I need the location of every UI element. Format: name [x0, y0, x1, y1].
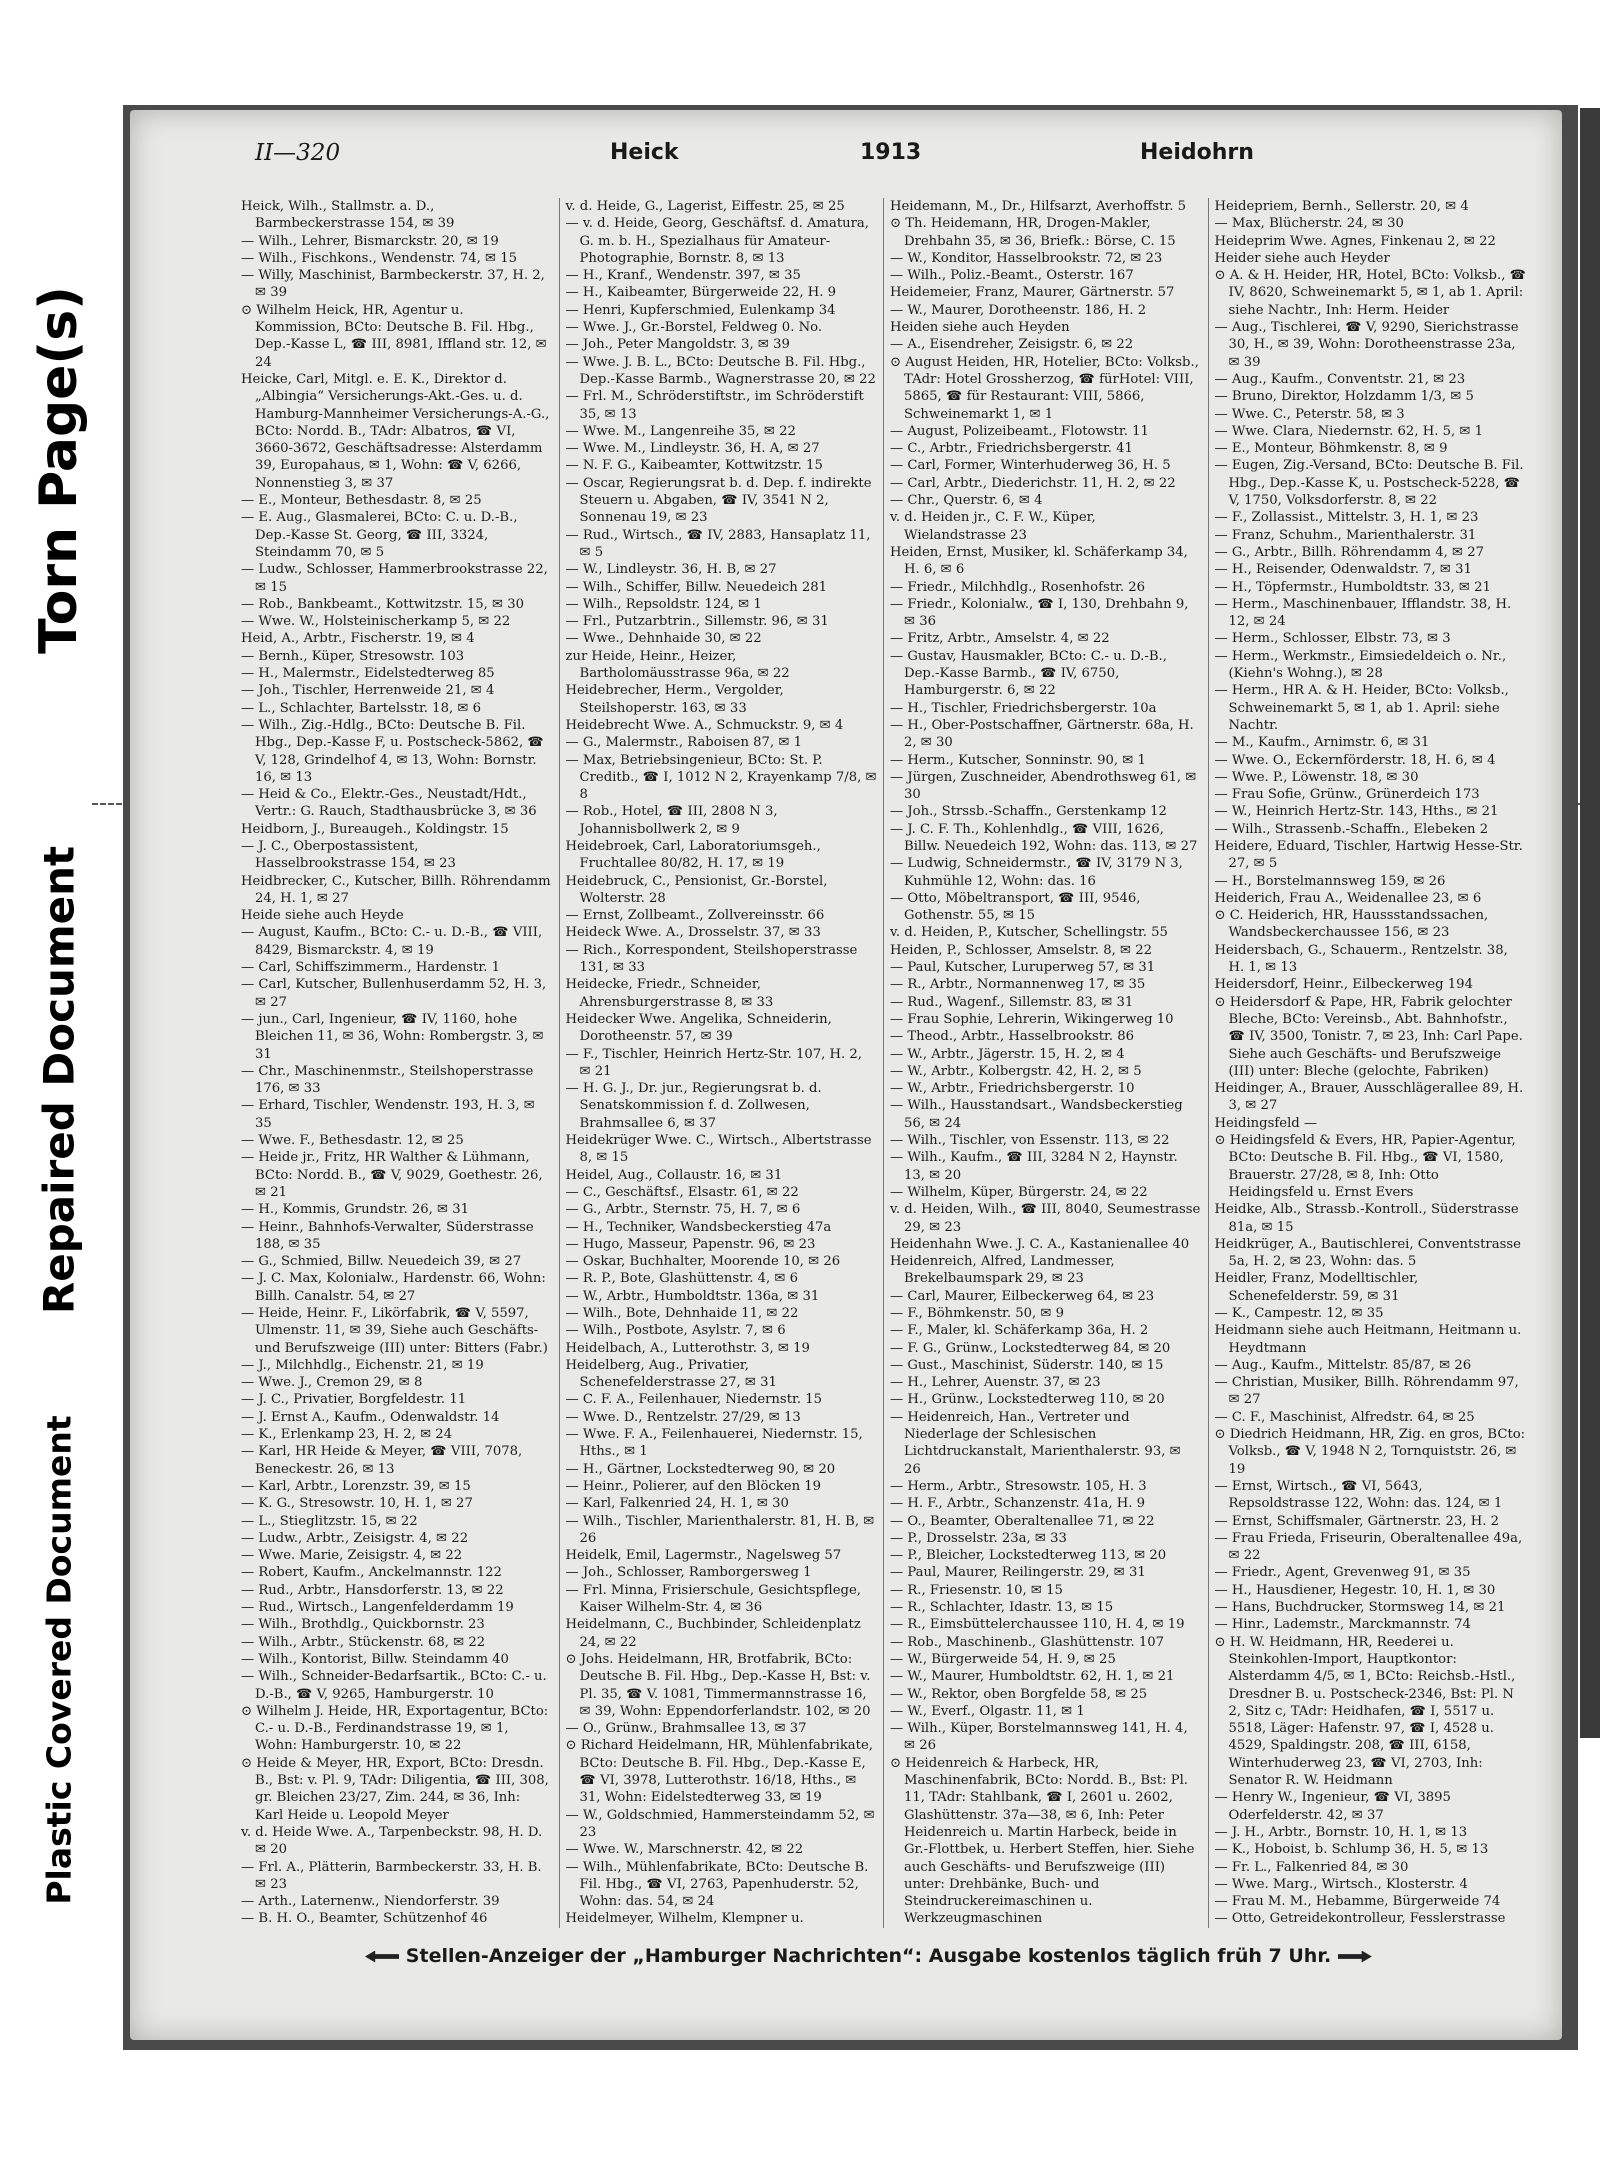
- directory-entry: v. d. Heiden, P., Kutscher, Schellingstr. 55: [890, 925, 1168, 941]
- directory-entry: — Bruno, Direktor, Holzdamm 1/3, ✉ 5: [1214, 389, 1474, 405]
- directory-entry: — H., Hausdiener, Hegestr. 10, H. 1, ✉ 30: [1214, 1582, 1496, 1598]
- directory-entry: — W., Rektor, oben Borgfelde 58, ✉ 25: [890, 1686, 1148, 1702]
- directory-entry: — Aug., Tischlerei, ☎ V, 9290, Sierichstrasse 30, H., ✉ 39, Wohn: Dorotheenstrasse 23a, ✉ 39: [1214, 320, 1519, 370]
- directory-entry: Heideck Wwe. A., Drosselstr. 37, ✉ 33: [565, 925, 821, 941]
- directory-entry: Heidebrecht Wwe. A., Schmuckstr. 9, ✉ 4: [565, 717, 844, 733]
- directory-entry: — Carl, Kutscher, Bullenhuserdamm 52, H. 3, ✉ 27: [241, 977, 547, 1010]
- directory-entry: Heidecker Wwe. Angelika, Schneiderin, Dorotheenstr. 57, ✉ 39: [565, 1011, 832, 1045]
- directory-entry: — R., Eimsbüttelerchaussee 110, H. 4, ✉ 19: [890, 1617, 1185, 1633]
- directory-entry: — H. G. J., Dr. jur., Regierungsrat b. d. Senatskommission f. d. Zollwesen, Brahmsallee 6, ✉ 37: [565, 1081, 822, 1131]
- directory-entry: — Max, Betriebsingenieur, BCto: St. P. Creditb., ☎ I, 1012 N 2, Krayenkamp 7/8, ✉ 8: [565, 752, 877, 803]
- directory-entry: — Ernst, Wirtsch., ☎ VI, 5643, Repsoldstrasse 122, Wohn: das. 124, ✉ 1: [1214, 1478, 1503, 1512]
- directory-entry: Heidke, Alb., Strassb.-Kontroll., Süderstrasse 81a, ✉ 15: [1214, 1202, 1519, 1235]
- directory-entry: — Rud., Wagenf., Sillemstr. 83, ✉ 31: [890, 994, 1134, 1010]
- directory-entry: — Herm., Arbtr., Stresowstr. 105, H. 3: [890, 1478, 1147, 1494]
- directory-entry: — Wwe. D., Rentzelstr. 27/29, ✉ 13: [565, 1409, 801, 1425]
- directory-entry: Heidersdorf, Heinr., Eilbeckerweg 194: [1214, 977, 1473, 993]
- directory-entry: — Wilh., Hausstandsart., Wandsbeckerstieg 56, ✉ 24: [890, 1098, 1183, 1131]
- directory-entry: Heide siehe auch Heyde: [241, 908, 404, 924]
- directory-entry: — Rob., Bankbeamt., Kottwitzstr. 15, ✉ 30: [241, 596, 525, 612]
- header-year: 1913: [860, 140, 922, 165]
- directory-entry: — H., Töpfermstr., Humboldtstr. 33, ✉ 21: [1214, 579, 1491, 595]
- directory-entry: — O., Beamter, Oberaltenallee 71, ✉ 22: [890, 1513, 1155, 1529]
- directory-entry: — Wilh., Schiffer, Billw. Neuedeich 281: [565, 579, 828, 595]
- directory-entry: ⊙ Heide & Meyer, HR, Export, BCto: Dresdn. B., Bst: v. Pl. 9, TAdr: Diligentia, ☎ III, 308, gr. Bleichen 23/27, Zim. 244, ✉ 36, Inh: Karl Heide u. Leopold Meyer: [241, 1755, 549, 1823]
- directory-entry: — E., Monteur, Böhmkenstr. 8, ✉ 9: [1214, 441, 1448, 457]
- directory-entry: — C. F. A., Feilenhauer, Niedernstr. 15: [565, 1392, 823, 1408]
- directory-entry: — Wwe. Marie, Zeisigstr. 4, ✉ 22: [241, 1548, 463, 1564]
- directory-entry: — Wilh., Küper, Borstelmannsweg 141, H. 4, ✉ 26: [890, 1721, 1188, 1754]
- directory-entry: — Bernh., Küper, Stresowstr. 103: [241, 648, 465, 664]
- directory-entry: Heidelmann, C., Buchbinder, Schleidenplatz 24, ✉ 22: [565, 1617, 861, 1650]
- directory-entry: — Wwe. F. A., Feilenhauerei, Niedernstr. 15, Hths., ✉ 1: [565, 1427, 863, 1460]
- directory-entry: — Otto, Möbeltransport, ☎ III, 9546, Gothenstr. 55, ✉ 15: [890, 890, 1141, 924]
- directory-entry: Heider siehe auch Heyder: [1214, 250, 1390, 266]
- directory-entry: ⊙ C. Heiderich, HR, Haussstandssachen, Wandsbeckerchaussee 156, ✉ 23: [1214, 908, 1489, 941]
- directory-entry: — W., Arbtr., Humboldtstr. 136a, ✉ 31: [565, 1288, 820, 1304]
- directory-entry: — Joh., Tischler, Herrenweide 21, ✉ 4: [241, 683, 495, 699]
- directory-entry: — C. F., Maschinist, Alfredstr. 64, ✉ 25: [1214, 1409, 1475, 1425]
- directory-entry: — Ludw., Arbtr., Zeisigstr. 4, ✉ 22: [241, 1530, 469, 1546]
- directory-entry: ⊙ Heidingsfeld & Evers, HR, Papier-Agentur, BCto: Deutsche B. Fil. Hbg., ☎ VI, 1580, Brauerstr. 27/28, ✉ 8, Inh: Otto Heidingsfeld u. Ernst Evers: [1214, 1133, 1516, 1200]
- directory-entry: — K., Hoboist, b. Schlump 36, H. 5, ✉ 13: [1214, 1842, 1489, 1858]
- directory-entry: — Frl., Putzarbtrin., Sillemstr. 96, ✉ 31: [565, 614, 829, 630]
- directory-entry: — Gust., Maschinist, Süderstr. 140, ✉ 15: [890, 1357, 1164, 1373]
- directory-entry: — Wilh., Strassenb.-Schaffn., Elebeken 2: [1214, 821, 1489, 837]
- directory-entry: — Oskar, Buchhalter, Moorende 10, ✉ 26: [565, 1254, 841, 1270]
- directory-entry: — Friedr., Agent, Grevenweg 91, ✉ 35: [1214, 1565, 1471, 1581]
- directory-entry: — B. H. O., Beamter, Schützenhof 46: [241, 1911, 488, 1927]
- directory-entry: — Herm., Schlosser, Elbstr. 73, ✉ 3: [1214, 631, 1451, 647]
- directory-entry: — Heid & Co., Elektr.-Ges., Neustadt/Hdt., Vertr.: G. Rauch, Stadthausbrücke 3, ✉ 36: [241, 787, 537, 820]
- directory-entry: Heidelmeyer, Wilhelm, Klempner u.: [565, 1911, 804, 1927]
- directory-page: [130, 110, 1562, 2040]
- directory-entry: — Hugo, Masseur, Papenstr. 96, ✉ 23: [565, 1236, 816, 1252]
- directory-entry: — L., Stieglitzstr. 15, ✉ 22: [241, 1513, 418, 1529]
- directory-entry: — K., Erlenkamp 23, H. 2, ✉ 24: [241, 1427, 453, 1443]
- directory-entry: ⊙ Johs. Heidelmann, HR, Brotfabrik, BCto: Deutsche B. Fil. Hbg., Dep.-Kasse H, Bst: v. Pl. 35, ☎ V. 1081, Timmermannstrasse 16, ✉ 39, Wohn: Eppendorferlandstr. 102, ✉ 20: [565, 1651, 871, 1719]
- directory-entry: — August, Polizeibeamt., Flotowstr. 11: [890, 423, 1149, 439]
- directory-entry: — Wwe. Clara, Niedernstr. 62, H. 5, ✉ 1: [1214, 423, 1483, 439]
- directory-entry: — Ernst, Schiffsmaler, Gärtnerstr. 23, H. 2: [1214, 1513, 1499, 1529]
- directory-entry: — H., Lehrer, Auenstr. 37, ✉ 23: [890, 1375, 1101, 1391]
- directory-entry: — Rud., Arbtr., Hansdorferstr. 13, ✉ 22: [241, 1582, 504, 1598]
- directory-entry: — R., Arbtr., Normannenweg 17, ✉ 35: [890, 977, 1146, 993]
- directory-entry: — Wilh., Tischler, Marienthalerstr. 81, H. B, ✉ 26: [565, 1513, 875, 1546]
- directory-entry: v. d. Heiden, Wilh., ☎ III, 8040, Seumestrasse 29, ✉ 23: [890, 1202, 1201, 1235]
- directory-entry: — Karl, Falkenried 24, H. 1, ✉ 30: [565, 1496, 789, 1512]
- directory-entry: Heidkrüger, A., Bautischlerei, Conventstrasse 5a, H. 2, ✉ 23, Wohn: das. 5: [1214, 1236, 1521, 1270]
- directory-entry: — H., Grünw., Lockstedterweg 110, ✉ 20: [890, 1392, 1165, 1408]
- directory-entry: — Rich., Korrespondent, Steilshoperstrasse 131, ✉ 33: [565, 942, 858, 976]
- directory-entry: — C., Arbtr., Friedrichsbergerstr. 41: [890, 441, 1133, 457]
- directory-entry: — Wilh., Mühlenfabrikate, BCto: Deutsche B. Fil. Hbg., ☎ VI, 2763, Papenhuderstr. 52, Wohn: das. 54, ✉ 24: [565, 1859, 869, 1910]
- directory-entry: — R. P., Bote, Glashüttenstr. 4, ✉ 6: [565, 1271, 799, 1287]
- directory-entry: — Herm., HR A. & H. Heider, BCto: Volksb., Schweinemarkt 5, ✉ 1, ab 1. April: siehe Nachtr.: [1214, 683, 1509, 733]
- directory-entry: — Aug., Kaufm., Mittelstr. 85/87, ✉ 26: [1214, 1357, 1472, 1373]
- directory-entry: — H. F., Arbtr., Schanzenstr. 41a, H. 9: [890, 1496, 1146, 1512]
- column-1: [235, 198, 560, 1928]
- scan-bottom-margin: [0, 2050, 1600, 2177]
- directory-entry: Heidecke, Friedr., Schneider, Ahrensburgerstrasse 8, ✉ 33: [565, 977, 774, 1010]
- directory-entry: — Wwe. J., Cremon 29, ✉ 8: [241, 1375, 423, 1391]
- directory-entry: — Wilh., Poliz.-Beamt., Osterstr. 167: [890, 268, 1134, 284]
- directory-entry: Heidere, Eduard, Tischler, Hartwig Hesse-Str. 27, ✉ 5: [1214, 838, 1523, 872]
- directory-entry: — K. G., Stresowstr. 10, H. 1, ✉ 27: [241, 1496, 473, 1512]
- directory-entry: — Frl. A., Plätterin, Barmbeckerstr. 33, H. B. ✉ 23: [241, 1859, 542, 1892]
- directory-entry: — Wwe. C., Peterstr. 58, ✉ 3: [1214, 406, 1405, 422]
- directory-entry: — H., Techniker, Wandsbeckerstieg 47a: [565, 1219, 832, 1235]
- directory-entry: ⊙ Wilhelm Heick, HR, Agentur u. Kommission, BCto: Deutsche B. Fil. Hbg., Dep.-Kasse L, ☎ III, 8981, Iffland str. 12, ✉ 24: [241, 302, 547, 370]
- directory-entry: — W., Arbtr., Kolbergstr. 42, H. 2, ✉ 5: [890, 1063, 1142, 1079]
- directory-entry: Heidepriem, Bernh., Sellerstr. 20, ✉ 4: [1214, 199, 1469, 214]
- directory-entry: — Joh., Peter Mangoldstr. 3, ✉ 39: [565, 337, 790, 353]
- directory-entry: — Wwe. M., Langenreihe 35, ✉ 22: [565, 423, 796, 439]
- page-number: II—320: [255, 140, 341, 166]
- directory-entry: — W., Arbtr., Friedrichsbergerstr. 10: [890, 1081, 1135, 1097]
- directory-entry: — G., Arbtr., Billh. Röhrendamm 4, ✉ 27: [1214, 544, 1485, 560]
- directory-entry: — H., Malermstr., Eidelstedterweg 85: [241, 666, 495, 682]
- directory-entry: Heidebruck, C., Pensionist, Gr.-Borstel, Wolterstr. 28: [565, 873, 828, 906]
- directory-entry: — Franz, Schuhm., Marienthalerstr. 31: [1214, 527, 1477, 543]
- directory-entry: — Christian, Musiker, Billh. Röhrendamm 97, ✉ 27: [1214, 1375, 1519, 1408]
- directory-entry: — G., Arbtr., Sternstr. 75, H. 7, ✉ 6: [565, 1202, 801, 1218]
- directory-entry: — Rud., Wirtsch., ☎ IV, 2883, Hansaplatz 11, ✉ 5: [565, 527, 871, 560]
- column-3: [884, 198, 1209, 1928]
- directory-entry: Heidelk, Emil, Lagermstr., Nagelsweg 57: [565, 1548, 842, 1564]
- directory-entry: — Aug., Kaufm., Conventstr. 21, ✉ 23: [1214, 371, 1466, 387]
- directory-entry: — Paul, Maurer, Reilingerstr. 29, ✉ 31: [890, 1565, 1146, 1581]
- directory-columns: [235, 198, 1532, 1928]
- directory-entry: — P., Bleicher, Lockstedterweg 113, ✉ 20: [890, 1548, 1167, 1564]
- directory-entry: Heidebroek, Carl, Laboratoriumsgeh., Fruchtallee 80/82, H. 17, ✉ 19: [565, 838, 821, 872]
- directory-entry: — Wwe. W., Marschnerstr. 42, ✉ 22: [565, 1842, 804, 1858]
- directory-entry: Heiden siehe auch Heyden: [890, 320, 1070, 336]
- directory-entry: — Ludw., Schlosser, Hammerbrookstrasse 22, ✉ 15: [241, 562, 548, 595]
- directory-entry: — Rob., Hotel, ☎ III, 2808 N 3, Johannisbollwerk 2, ✉ 9: [565, 804, 778, 837]
- directory-entry: — N. F. G., Kaibeamter, Kottwitzstr. 15: [565, 458, 823, 474]
- directory-entry: — Wilh., Postbote, Asylstr. 7, ✉ 6: [565, 1323, 786, 1339]
- directory-entry: — jun., Carl, Ingenieur, ☎ IV, 1160, hohe Bleichen 11, ✉ 36, Wohn: Rombergstr. 3, ✉ 31: [241, 1011, 544, 1062]
- directory-entry: — Heinr., Bahnhofs-Verwalter, Süderstrasse 188, ✉ 35: [241, 1219, 534, 1252]
- directory-entry: — Wwe. M., Lindleystr. 36, H. A, ✉ 27: [565, 441, 820, 457]
- directory-entry: — Heidenreich, Han., Vertreter und Niederlage der Schlesischen Lichtdruckanstalt, Marienthalerstr. 93, ✉ 26: [890, 1409, 1181, 1477]
- directory-entry: — Joh., Schlosser, Ramborgersweg 1: [565, 1565, 812, 1581]
- directory-entry: — R., Friesenstr. 10, ✉ 15: [890, 1582, 1063, 1598]
- directory-entry: Heidersbach, G., Schauerm., Rentzelstr. 38, H. 1, ✉ 13: [1214, 942, 1508, 976]
- directory-entry: — Wilh., Fischkons., Wendenstr. 74, ✉ 15: [241, 250, 517, 266]
- directory-entry: — Frl. M., Schröderstiftstr., im Schröderstift 35, ✉ 13: [565, 389, 864, 422]
- directory-entry: — Wilh., Kaufm., ☎ III, 3284 N 2, Haynstr. 13, ✉ 20: [890, 1150, 1178, 1183]
- directory-entry: — W., Maurer, Dorotheenstr. 186, H. 2: [890, 302, 1147, 318]
- directory-entry: Heiden, Ernst, Musiker, kl. Schäferkamp 34, H. 6, ✉ 6: [890, 544, 1188, 578]
- directory-entry: Heidemeier, Franz, Maurer, Gärtnerstr. 57: [890, 285, 1175, 301]
- directory-entry: — Carl, Arbtr., Diederichstr. 11, H. 2, ✉ 22: [890, 475, 1176, 491]
- directory-entry: — G., Malermstr., Raboisen 87, ✉ 1: [565, 735, 802, 751]
- directory-entry: — Willy, Maschinist, Barmbeckerstr. 37, H. 2, ✉ 39: [241, 268, 545, 301]
- directory-entry: — Friedr., Milchhdlg., Rosenhofstr. 26: [890, 579, 1146, 595]
- plastic-covered-label: Plastic Covered Document: [39, 1415, 79, 1905]
- directory-entry: — Wilh., Bote, Dehnhaide 11, ✉ 22: [565, 1306, 799, 1321]
- directory-entry: — R., Schlachter, Idastr. 13, ✉ 15: [890, 1600, 1114, 1616]
- directory-entry: ⊙ Wilhelm J. Heide, HR, Exportagentur, BCto: C.- u. D.-B., Ferdinandstrasse 19, ✉ 1, Wohn: Hamburgerstr. 10, ✉ 22: [241, 1703, 549, 1754]
- directory-entry: — Eugen, Zig.-Versand, BCto: Deutsche B. Fil. Hbg., Dep.-Kasse K, u. Postscheck-5228, ☎ V, 1750, Volksdorferstr. 8, ✉ 22: [1214, 458, 1524, 509]
- directory-entry: — W., Arbtr., Jägerstr. 15, H. 2, ✉ 4: [890, 1046, 1125, 1062]
- directory-entry: — Carl, Maurer, Eilbeckerweg 64, ✉ 23: [890, 1288, 1155, 1304]
- directory-entry: — Rob., Maschinenb., Glashüttenstr. 107: [890, 1634, 1165, 1650]
- directory-entry: Heidinger, A., Brauer, Ausschlägerallee 89, H. 3, ✉ 27: [1214, 1081, 1524, 1114]
- pointing-hand-icon: [1338, 1951, 1372, 1963]
- footer-text: Stellen-Anzeiger der „Hamburger Nachrichten“: Ausgabe kostenlos täglich früh 7 Uhr.: [405, 1945, 1332, 1967]
- directory-entry: — Jürgen, Zuschneider, Abendrothsweg 61, ✉ 30: [890, 769, 1197, 803]
- directory-entry: — Robert, Kaufm., Anckelmannstr. 122: [241, 1565, 502, 1581]
- directory-entry: Heidingsfeld —: [1214, 1115, 1318, 1131]
- directory-entry: — G., Schmied, Billw. Neuedeich 39, ✉ 27: [241, 1254, 522, 1270]
- directory-entry: — F. G., Grünw., Lockstedterweg 84, ✉ 20: [890, 1340, 1171, 1356]
- directory-entry: — Frau Sofie, Grünw., Grünerdeich 173: [1214, 787, 1480, 803]
- directory-entry: — E. Aug., Glasmalerei, BCto: C. u. D.-B., Dep.-Kasse St. Georg, ☎ III, 3324, Steindamm 70, ✉ 5: [241, 510, 518, 560]
- directory-entry: — O., Grünw., Brahmsallee 13, ✉ 37: [565, 1721, 807, 1737]
- directory-entry: — Wilh., Zig.-Hdlg., BCto: Deutsche B. Fil. Hbg., Dep.-Kasse F, u. Postscheck-5862, ☎ V, 128, Grindelhof 4, ✉ 13, Wohn: Bornstr. 16, ✉ 13: [241, 717, 544, 785]
- directory-entry: — Erhard, Tischler, Wendenstr. 193, H. 3, ✉ 35: [241, 1098, 535, 1131]
- repaired-document-label: Repaired Document: [34, 845, 84, 1315]
- directory-entry: — Heinr., Polierer, auf den Blöcken 19: [565, 1478, 822, 1494]
- directory-entry: — v. d. Heide, Georg, Geschäftsf. d. Amatura, G. m. b. H., Spezialhaus für Amateur-Photographie, Bornstr. 8, ✉ 13: [565, 216, 869, 266]
- directory-entry: — F., Zollassist., Mittelstr. 3, H. 1, ✉ 23: [1214, 510, 1479, 526]
- directory-entry: — M., Kaufm., Arnimstr. 6, ✉ 31: [1214, 735, 1430, 751]
- directory-entry: — Hans, Buchdrucker, Stormsweg 14, ✉ 21: [1214, 1600, 1506, 1616]
- directory-entry: — F., Böhmkenstr. 50, ✉ 9: [890, 1306, 1065, 1321]
- directory-entry: — Herm., Werkmstr., Eimsiedeldeich o. Nr., (Kiehn's Wohng.), ✉ 28: [1214, 648, 1507, 682]
- directory-entry: — Frl. Minna, Frisierschule, Gesichtspflege, Kaiser Wilhelm-Str. 4, ✉ 36: [565, 1582, 861, 1616]
- directory-entry: — Fr. L., Falkenried 84, ✉ 30: [1214, 1859, 1409, 1875]
- directory-entry: — J. H., Arbtr., Bornstr. 10, H. 1, ✉ 13: [1214, 1824, 1468, 1840]
- directory-entry: Heidemann, M., Dr., Hilfsarzt, Averhoffstr. 5: [890, 199, 1187, 214]
- directory-entry: — Wilh., Lehrer, Bismarckstr. 20, ✉ 19: [241, 233, 499, 249]
- directory-entry: — H., Kaibeamter, Bürgerweide 22, H. 9: [565, 285, 837, 301]
- directory-entry: v. d. Heide, G., Lagerist, Eiffestr. 25, ✉ 25: [565, 199, 845, 214]
- directory-entry: — August, Kaufm., BCto: C.- u. D.-B., ☎ VIII, 8429, Bismarckstr. 4, ✉ 19: [241, 925, 543, 958]
- directory-entry: — Max, Blücherstr. 24, ✉ 30: [1214, 216, 1404, 232]
- directory-entry: Heiden, P., Schlosser, Amselstr. 8, ✉ 22: [890, 942, 1152, 958]
- directory-entry: — Paul, Kutscher, Luruperweg 57, ✉ 31: [890, 960, 1156, 976]
- directory-entry: — F., Maler, kl. Schäferkamp 36a, H. 2: [890, 1323, 1149, 1339]
- directory-entry: — Wilh., Repsoldstr. 124, ✉ 1: [565, 596, 762, 612]
- directory-entry: — Theod., Arbtr., Hasselbrookstr. 86: [890, 1029, 1135, 1045]
- directory-entry: ⊙ Heidersdorf & Pape, HR, Fabrik gelochter Bleche, BCto: Vereinsb., Abt. Bahnhofstr., ☎ IV, 3500, Tonistr. 7, ✉ 23, Inh: Carl Pape. Siehe auch Geschäfts- und Berufszweige (III) unter: Bleche (gelochte, Fabriken): [1214, 994, 1523, 1079]
- directory-entry: ⊙ Heidenreich & Harbeck, HR, Maschinenfabrik, BCto: Nordd. B., Bst: Pl. 11, TAdr: Stahlbank, ☎ I, 2601 u. 2602, Glashüttenstr. 37a—38, ✉ 6, Inh: Peter Heidenreich u. Martin Harbeck, beide in Gr.-Flottbek, u. Herbert Steffen, hier. Siehe auch Geschäfts- und Berufszweige (III) unter: Drehbänke, Buch- und Steindruckereimaschinen u. Werkzeugmaschinen: [890, 1755, 1195, 1927]
- directory-entry: — C., Geschäftsf., Elsastr. 61, ✉ 22: [565, 1184, 799, 1200]
- directory-entry: — W., Lindleystr. 36, H. B, ✉ 27: [565, 562, 777, 578]
- directory-entry: — J. C., Oberpostassistent, Hasselbrookstrasse 154, ✉ 23: [241, 838, 456, 872]
- directory-entry: — H., Tischler, Friedrichsbergerstr. 10a: [890, 700, 1157, 716]
- directory-entry: — Joh., Strssb.-Schaffn., Gerstenkamp 12: [890, 804, 1167, 820]
- directory-entry: — Otto, Getreidekontrolleur, Fesslerstrasse: [1214, 1911, 1506, 1927]
- directory-entry: — Rud., Wirtsch., Langenfelderdamm 19: [241, 1600, 514, 1616]
- directory-entry: — W., Maurer, Humboldtstr. 62, H. 1, ✉ 21: [890, 1669, 1175, 1685]
- directory-entry: Heidborn, J., Bureaugeh., Koldingstr. 15: [241, 821, 509, 837]
- directory-entry: — H., Kommis, Grundstr. 26, ✉ 31: [241, 1202, 470, 1218]
- directory-entry: — Heide, Heinr. F., Likörfabrik, ☎ V, 5597, Ulmenstr. 11, ✉ 39, Siehe auch Geschäfts- und Berufszweige (III) unter: Bitters (Fabr.): [241, 1306, 548, 1356]
- torn-pages-label: Torn Page(s): [29, 286, 89, 654]
- directory-entry: — E., Monteur, Bethesdastr. 8, ✉ 25: [241, 493, 482, 509]
- directory-entry: — Wwe. F., Bethesdastr. 12, ✉ 25: [241, 1133, 464, 1149]
- directory-entry: — H., Kranf., Wendenstr. 397, ✉ 35: [565, 268, 801, 284]
- directory-entry: — W., Konditor, Hasselbrookstr. 72, ✉ 23: [890, 250, 1163, 266]
- directory-entry: — J. C., Privatier, Borgfeldestr. 11: [241, 1392, 467, 1408]
- directory-entry: — Gustav, Hausmakler, BCto: C.- u. D.-B., Dep.-Kasse Barmb., ☎ IV, 6750, Hamburgerstr. 6, ✉ 22: [890, 648, 1167, 699]
- directory-entry: — J. Ernst A., Kaufm., Odenwaldstr. 14: [241, 1409, 500, 1425]
- directory-entry: — Fritz, Arbtr., Amselstr. 4, ✉ 22: [890, 631, 1110, 647]
- next-page-edge: [1580, 108, 1600, 1738]
- directory-entry: — Wilh., Tischler, von Essenstr. 113, ✉ 22: [890, 1133, 1170, 1149]
- directory-entry: — W., Heinrich Hertz-Str. 143, Hths., ✉ 21: [1214, 804, 1499, 820]
- directory-entry: Heicke, Carl, Mitgl. e. E. K., Direktor d. „Albingia“ Versicherungs-Akt.-Ges. u. d. Hamburg-Mannheimer Versicherungs-A.-G., BCto: Nordd. B., TAdr: Albatros, ☎ VI, 3660-3672, Geschäftsadresse: Alsterdamm 39, Europahaus, ✉ 1, Wohn: ☎ V, 6266, Nonnenstieg 3, ✉ 37: [241, 371, 550, 491]
- directory-entry: — Wilhelm, Küper, Bürgerstr. 24, ✉ 22: [890, 1184, 1148, 1200]
- directory-entry: — Wilh., Brothdlg., Quickbornstr. 23: [241, 1617, 485, 1633]
- directory-entry: Heidelbach, A., Lutterothstr. 3, ✉ 19: [565, 1340, 810, 1356]
- directory-entry: — Frau M. M., Hebamme, Bürgerweide 74: [1214, 1894, 1501, 1910]
- directory-entry: — Frau Frieda, Friseurin, Oberaltenallee 49a, ✉ 22: [1214, 1530, 1523, 1564]
- directory-entry: — Oscar, Regierungsrat b. d. Dep. f. indirekte Steuern u. Abgaben, ☎ IV, 3541 N 2, Sonnenau 19, ✉ 23: [565, 475, 872, 526]
- directory-entry: v. d. Heiden jr., C. F. W., Küper, Wielandstrasse 23: [890, 510, 1096, 543]
- directory-entry: — L., Schlachter, Bartelsstr. 18, ✉ 6: [241, 700, 481, 716]
- header-left-keyword: Heick: [610, 140, 679, 165]
- footer-banner: [235, 1945, 1502, 1967]
- directory-entry: Heidekrüger Wwe. C., Wirtsch., Albertstrasse 8, ✉ 15: [565, 1133, 872, 1166]
- directory-entry: Heidenreich, Alfred, Landmesser, Brekelbaumspark 29, ✉ 23: [890, 1254, 1115, 1287]
- directory-entry: ⊙ Diedrich Heidmann, HR, Zig. en gros, BCto: Volksb., ☎ V, 1948 N 2, Tornquiststr. 26, ✉ 19: [1214, 1427, 1526, 1477]
- directory-entry: — Wwe. P., Löwenstr. 18, ✉ 30: [1214, 769, 1419, 785]
- directory-entry: Heidbrecker, C., Kutscher, Billh. Röhrendamm 24, H. 1, ✉ 27: [241, 873, 551, 906]
- directory-entry: Heidelberg, Aug., Privatier, Schenefelderstrasse 27, ✉ 31: [565, 1357, 777, 1391]
- directory-entry: — H., Gärtner, Lockstedterweg 90, ✉ 20: [565, 1461, 836, 1477]
- directory-entry: ⊙ H. W. Heidmann, HR, Reederei u. Steinkohlen-Import, Hauptkontor: Alsterdamm 4/5, ✉ 1, BCto: Reichsb.-Hstl., Dresdner B. u. Postscheck-2346, Bst: Pl. N 2, Sitz c, TAdr: Heidhafen, ☎ I, 5517 u. 5518, Läger: Hafenstr. 97, ☎ I, 4528 u. 4529, Spaldingstr. 208, ☎ III, 6158, Winterhuderweg 23, ☎ VI, 2703, Inh: Senator R. W. Heidmann: [1214, 1634, 1516, 1789]
- directory-entry: — P., Drosselstr. 23a, ✉ 33: [890, 1530, 1067, 1546]
- column-4: [1209, 198, 1533, 1928]
- directory-entry: ⊙ A. & H. Heider, HR, Hotel, BCto: Volksb., ☎ IV, 8620, Schweinemarkt 5, ✉ 1, ab 1. April: siehe Nachtr., Inh: Herm. Heider: [1214, 268, 1527, 318]
- column-2: [560, 198, 885, 1928]
- directory-entry: Heidler, Franz, Modelltischler, Schenefelderstr. 59, ✉ 31: [1214, 1271, 1419, 1304]
- directory-entry: — W., Goldschmied, Hammersteindamm 52, ✉ 23: [565, 1807, 875, 1840]
- directory-entry: — Henri, Kupferschmied, Eulenkamp 34: [565, 302, 836, 318]
- directory-entry: — Carl, Schiffszimmerm., Hardenstr. 1: [241, 960, 500, 976]
- directory-entry: — Henry W., Ingenieur, ☎ VI, 3895 Oderfelderstr. 42, ✉ 37: [1214, 1790, 1451, 1823]
- directory-entry: — Wwe. O., Eckernförderstr. 18, H. 6, ✉ 4: [1214, 752, 1496, 768]
- directory-entry: — Ludwig, Schneidermstr., ☎ IV, 3179 N 3, Kuhmühle 12, Wohn: das. 16: [890, 856, 1183, 889]
- directory-entry: — Wilh., Kontorist, Billw. Steindamm 40: [241, 1651, 509, 1667]
- directory-entry: — W., Bürgerweide 54, H. 9, ✉ 25: [890, 1651, 1116, 1667]
- directory-entry: zur Heide, Heinr., Heizer, Bartholomäusstrasse 96a, ✉ 22: [565, 648, 790, 682]
- directory-entry: — Herm., Kutscher, Sonninstr. 90, ✉ 1: [890, 752, 1146, 768]
- pointing-hand-icon: [365, 1951, 399, 1963]
- directory-entry: — W., Everf., Olgastr. 11, ✉ 1: [890, 1703, 1085, 1719]
- crop-mark-left: [92, 803, 122, 805]
- directory-entry: — Carl, Former, Winterhuderweg 36, H. 5: [890, 458, 1171, 474]
- directory-entry: — Hinr., Lademstr., Marckmannstr. 74: [1214, 1617, 1471, 1633]
- directory-entry: — Heide jr., Fritz, HR Walther & Lühmann, BCto: Nordd. B., ☎ V, 9029, Goethestr. 26, ✉ 21: [241, 1150, 543, 1200]
- directory-entry: — Karl, HR Heide & Meyer, ☎ VIII, 7078, Beneckestr. 26, ✉ 13: [241, 1444, 523, 1477]
- directory-entry: — J. C. Max, Kolonialw., Hardenstr. 66, Wohn: Billh. Canalstr. 54, ✉ 27: [241, 1271, 546, 1304]
- directory-entry: — Arth., Laternenw., Niendorferstr. 39: [241, 1894, 500, 1910]
- directory-entry: — Karl, Arbtr., Lorenzstr. 39, ✉ 15: [241, 1478, 471, 1494]
- directory-entry: — H., Reisender, Odenwaldstr. 7, ✉ 31: [1214, 562, 1472, 578]
- directory-entry: — Friedr., Kolonialw., ☎ I, 130, Drehbahn 9, ✉ 36: [890, 596, 1189, 630]
- directory-entry: — Wwe. J., Gr.-Borstel, Feldweg 0. No.: [565, 320, 823, 336]
- directory-entry: — Herm., Maschinenbauer, Ifflandstr. 38, H. 12, ✉ 24: [1214, 596, 1512, 630]
- directory-entry: ⊙ August Heiden, HR, Hotelier, BCto: Volksb., TAdr: Hotel Grossherzog, ☎ fürHotel: VIII, 5865, ☎ für Restaurant: VIII, 5866, Schweinemarkt 1, ✉ 1: [890, 354, 1199, 422]
- margin-labels: [0, 0, 118, 2177]
- directory-entry: — Frau Sophie, Lehrerin, Wikingerweg 10: [890, 1011, 1174, 1027]
- directory-entry: — K., Campestr. 12, ✉ 35: [1214, 1306, 1384, 1321]
- directory-entry: Heiderich, Frau A., Weidenallee 23, ✉ 6: [1214, 890, 1482, 906]
- directory-entry: Heick, Wilh., Stallmstr. a. D., Barmbeckerstrasse 154, ✉ 39: [241, 199, 455, 232]
- directory-entry: — F., Tischler, Heinrich Hertz-Str. 107, H. 2, ✉ 21: [565, 1046, 862, 1079]
- directory-entry: — Wwe. J. B. L., BCto: Deutsche B. Fil. Hbg., Dep.-Kasse Barmb., Wagnerstrasse 20, ✉ 22: [565, 354, 876, 387]
- directory-entry: — J. C. F. Th., Kohlenhdlg., ☎ VIII, 1626, Billw. Neuedeich 192, Wohn: das. 113, ✉ 27: [890, 821, 1198, 854]
- directory-entry: — Ernst, Zollbeamt., Zollvereinsstr. 66: [565, 908, 825, 924]
- directory-entry: — Wwe. Marg., Wirtsch., Klosterstr. 4: [1214, 1876, 1468, 1892]
- directory-entry: — J., Milchhdlg., Eichenstr. 21, ✉ 19: [241, 1357, 484, 1373]
- directory-entry: ⊙ Th. Heidemann, HR, Drogen-Makler, Drehbahn 35, ✉ 36, Briefk.: Börse, C. 15: [890, 216, 1176, 249]
- directory-entry: Heidenhahn Wwe. J. C. A., Kastanienallee 40: [890, 1236, 1190, 1252]
- directory-entry: — A., Eisendreher, Zeisigstr. 6, ✉ 22: [890, 337, 1134, 353]
- directory-entry: — Chr., Maschinenmstr., Steilshoperstrasse 176, ✉ 33: [241, 1063, 534, 1097]
- directory-entry: Heideprim Wwe. Agnes, Finkenau 2, ✉ 22: [1214, 233, 1496, 249]
- directory-entry: Heidebrecher, Herm., Vergolder, Steilshoperstr. 163, ✉ 33: [565, 683, 784, 716]
- directory-entry: Heidel, Aug., Collaustr. 16, ✉ 31: [565, 1167, 783, 1183]
- directory-entry: — H., Borstelmannsweg 159, ✉ 26: [1214, 873, 1446, 889]
- directory-entry: Heid, A., Arbtr., Fischerstr. 19, ✉ 4: [241, 631, 475, 647]
- page-header: [240, 140, 1492, 180]
- directory-entry: Heidmann siehe auch Heitmann, Heitmann u. Heydtmann: [1214, 1323, 1522, 1356]
- directory-entry: — H., Ober-Postschaffner, Gärtnerstr. 68a, H. 2, ✉ 30: [890, 717, 1194, 751]
- directory-entry: v. d. Heide Wwe. A., Tarpenbeckstr. 98, H. D. ✉ 20: [241, 1824, 543, 1858]
- directory-entry: ⊙ Richard Heidelmann, HR, Mühlenfabrikate, BCto: Deutsche B. Fil. Hbg., Dep.-Kasse E, ☎ VI, 3978, Lutterothstr. 16/18, Hths., ✉ 31, Wohn: Eidelstedterweg 33, ✉ 19: [565, 1738, 873, 1806]
- directory-entry: — Wilh., Schneider-Bedarfsartik., BCto: C.- u. D.-B., ☎ V, 9265, Hamburgerstr. 10: [241, 1669, 547, 1702]
- directory-entry: — Chr., Querstr. 6, ✉ 4: [890, 493, 1043, 509]
- directory-entry: — Wwe., Dehnhaide 30, ✉ 22: [565, 631, 762, 647]
- directory-entry: — Wilh., Arbtr., Stückenstr. 68, ✉ 22: [241, 1634, 486, 1650]
- directory-entry: — Wwe. W., Holsteinischerkamp 5, ✉ 22: [241, 614, 511, 630]
- header-right-keyword: Heidohrn: [1140, 140, 1254, 165]
